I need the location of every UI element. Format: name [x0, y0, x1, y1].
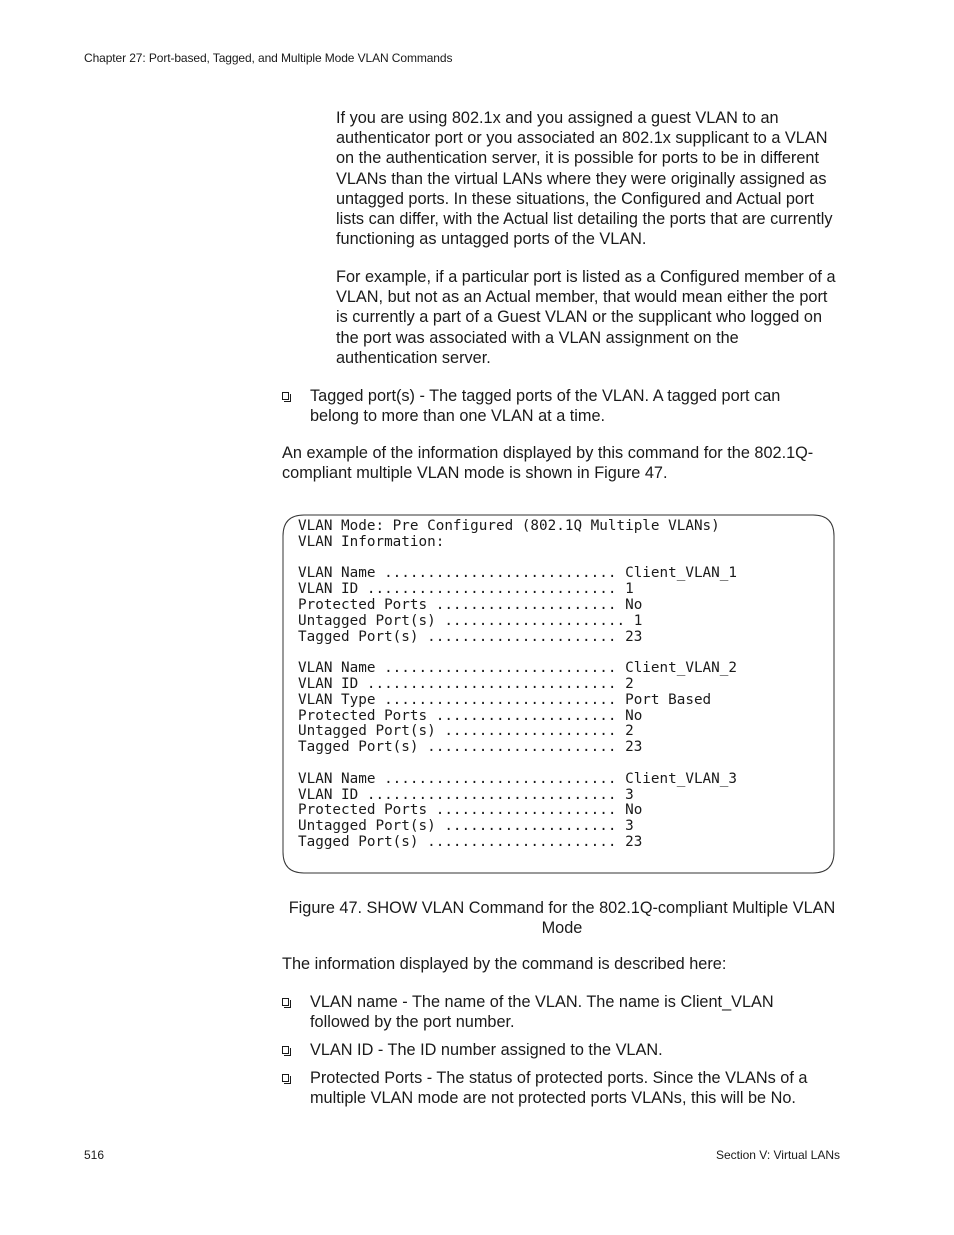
- bullet-text: Tagged port(s) - The tagged ports of the VLAN. A tagged port can belong to more than one VLAN at a time.: [310, 387, 781, 426]
- bullet-text: VLAN ID - The ID number assigned to the VLAN.: [310, 1041, 663, 1059]
- running-header: Chapter 27: Port-based, Tagged, and Multiple Mode VLAN Commands: [84, 51, 453, 65]
- figure-code-box: [282, 514, 835, 874]
- bullet-text: Protected Ports - The status of protected ports. Since the VLANs of a multiple VLAN mode are not protected ports VLANs, this will be No.: [310, 1069, 808, 1108]
- cli-output: VLAN Mode: Pre Configured (802.1Q Multiple VLANs) VLAN Information: VLAN Name ........................... Client_VLAN_1 VLAN ID ............................. 1 Protected Ports ..................... No Untagged Port(s) ..................... 1 Tagged Port(s) ...................... 23 VLAN Name ........................... Client_VLAN_2 VLAN ID ............................. 2 VLAN Type ........................... Port Based Protected Ports ..................... No Untagged Port(s) .................... 2 Tagged Port(s) ...................... 23 VLAN Name ........................... Client_VLAN_3 VLAN ID ............................. 3 Protected Ports ..................... No Untagged Port(s) .................... 3 Tagged Port(s) ...................... 23: [298, 518, 737, 850]
- checkbox-bullet-icon: [282, 1046, 289, 1054]
- paragraph-8021x-guest-vlan: If you are using 802.1x and you assigned a guest VLAN to an authenticator port or you associated an 802.1x supplicant to a VLAN on the authentication server, it is possible for ports to be in different VLANs than the virtual LANs where they were originally assigned as untagged ports. In these situations, the Configured and Actual port lists can differ, with the Actual list detailing the ports that are currently functioning as untagged ports of the VLAN.: [336, 109, 833, 249]
- checkbox-bullet-icon: [282, 1074, 289, 1082]
- paragraph-example-intro: An example of the information displayed by this command for the 802.1Q-compliant multiple VLAN mode is shown in Figure 47.: [282, 444, 814, 483]
- checkbox-bullet-icon: [282, 392, 289, 400]
- paragraph-configured-example: For example, if a particular port is listed as a Configured member of a VLAN, but not as an Actual member, that would mean either the port is currently a part of a Guest VLAN or the supplicant who logged on the port was associated with a VLAN assignment on the authentication server.: [336, 268, 836, 367]
- paragraph-info-described: The information displayed by the command is described here:: [282, 955, 727, 973]
- checkbox-bullet-icon: [282, 998, 289, 1006]
- figure-caption: Figure 47. SHOW VLAN Command for the 802.1Q-compliant Multiple VLAN Mode: [288, 899, 836, 938]
- bullet-text: VLAN name - The name of the VLAN. The name is Client_VLAN followed by the port number.: [310, 993, 774, 1032]
- page-number: 516: [84, 1148, 105, 1162]
- footer-section: Section V: Virtual LANs: [715, 1148, 840, 1162]
